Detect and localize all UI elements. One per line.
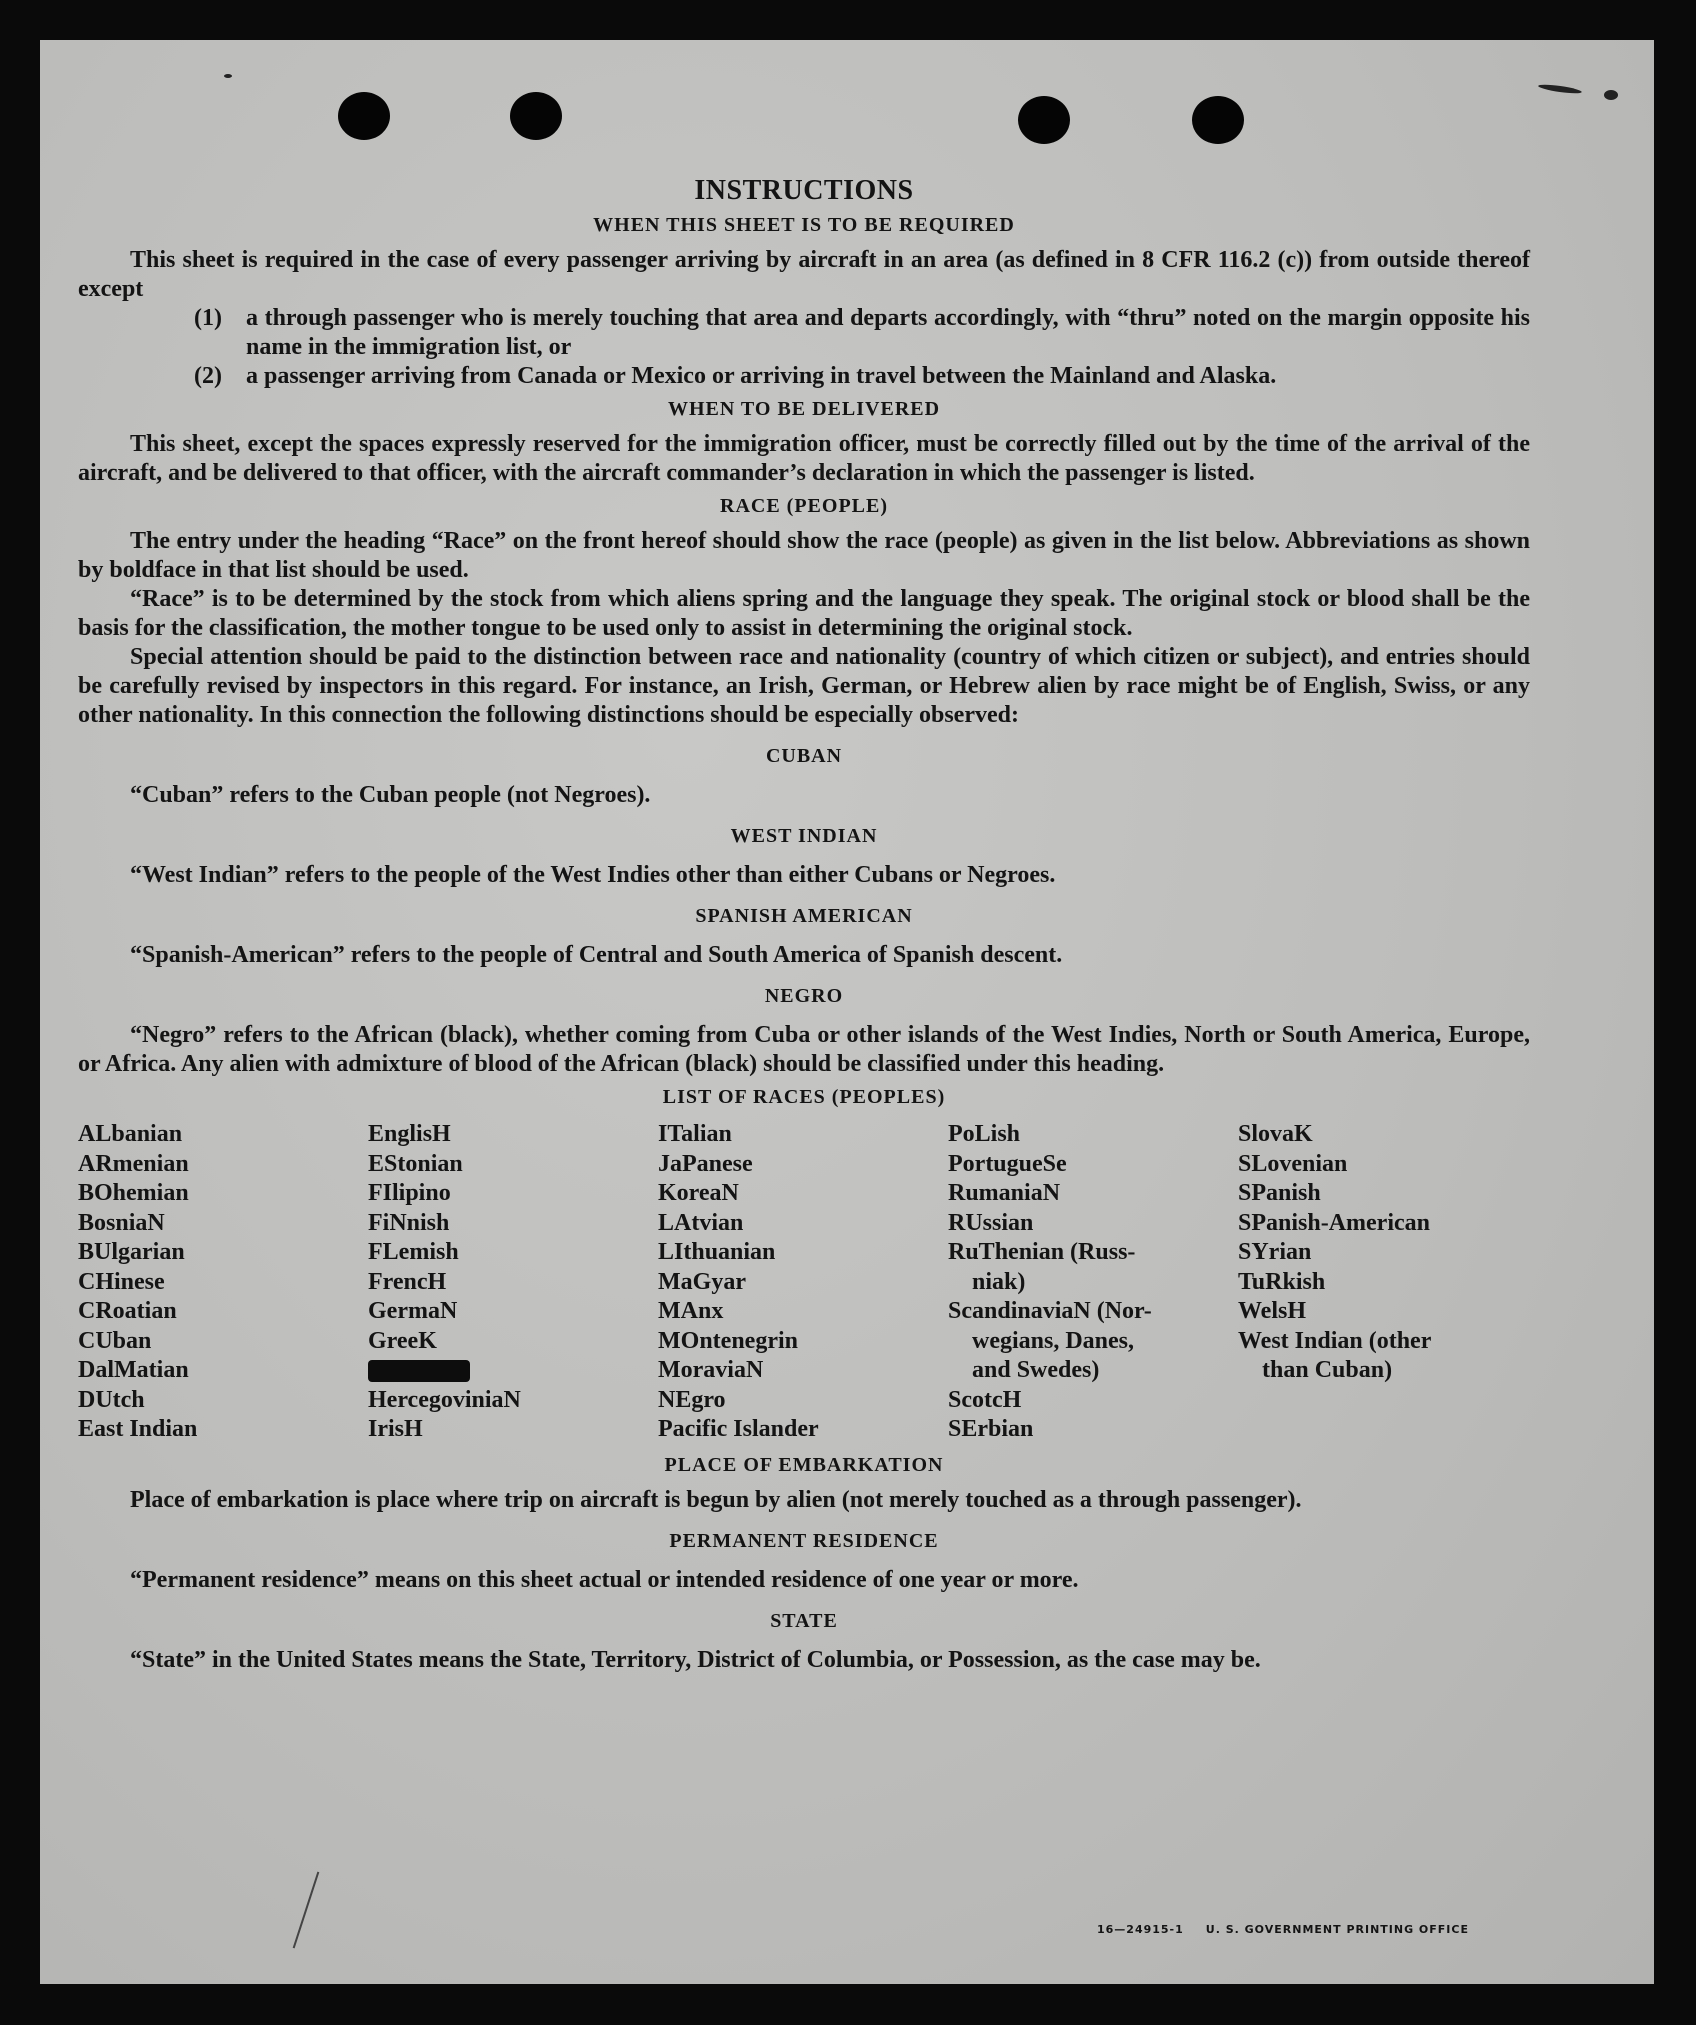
race-item: KoreaN bbox=[658, 1180, 739, 1206]
race-item-line: West Indian (other bbox=[1238, 1327, 1432, 1354]
race-item-west-indian bbox=[1238, 1327, 1528, 1386]
race-item: EStonian bbox=[368, 1150, 463, 1177]
instructions-body bbox=[78, 176, 1530, 1675]
race-item-line: RuThenian (Russ- bbox=[948, 1239, 1136, 1265]
race-item-line: and Swedes) bbox=[972, 1357, 1100, 1383]
heading-race: RACE (PEOPLE) bbox=[720, 495, 888, 517]
residence-text: “Permanent residence” means on this sheet actual or intended residence of one year or more. bbox=[130, 1566, 1079, 1593]
race-item-line: wegians, Danes, bbox=[972, 1327, 1135, 1354]
race-item: BOhemian bbox=[78, 1180, 189, 1206]
race-item: RumaniaN bbox=[948, 1180, 1061, 1206]
heading-spanish-american: SPANISH AMERICAN bbox=[695, 905, 913, 927]
races-column-3 bbox=[658, 1120, 948, 1445]
punch-hole bbox=[510, 92, 562, 140]
race-item: CUban bbox=[78, 1327, 152, 1354]
race-item: East Indian bbox=[78, 1416, 198, 1442]
race-item: FrencH bbox=[368, 1268, 447, 1295]
race-item: ITalian bbox=[658, 1121, 732, 1147]
race-item: Pacific Islander bbox=[658, 1416, 819, 1442]
heading-required: WHEN THIS SHEET IS TO BE REQUIRED bbox=[593, 214, 1015, 236]
exception-text: a through passenger who is merely touching that area and departs accordingly, with “thru” noted on the margin opposite his name in the immigration list, or bbox=[246, 305, 1530, 360]
page-title: INSTRUCTIONS bbox=[694, 175, 914, 206]
document-sheet bbox=[40, 40, 1654, 1984]
form-number: 16—24915-1 bbox=[1096, 1923, 1184, 1936]
race-item-ruthenian bbox=[948, 1238, 1238, 1297]
race-item: EnglisH bbox=[368, 1121, 451, 1147]
race-item: DalMatian bbox=[78, 1357, 189, 1383]
races-column-2 bbox=[368, 1120, 658, 1445]
race-item: SPanish-American bbox=[1238, 1209, 1430, 1236]
races-column-5 bbox=[1238, 1120, 1528, 1445]
race-item: ScotcH bbox=[948, 1386, 1022, 1413]
race-item: BosniaN bbox=[78, 1209, 165, 1236]
required-intro: This sheet is required in the case of every passenger arriving by aircraft in an area (as defined in 8 CFR 116.2 (c)) from outside thereof except bbox=[78, 247, 1530, 302]
spanish-american-text: “Spanish-American” refers to the people of Central and South America of Spanish descent. bbox=[130, 942, 1063, 968]
pen-mark bbox=[293, 1872, 320, 1949]
punch-hole bbox=[338, 92, 390, 140]
race-item: MAnx bbox=[658, 1298, 724, 1324]
race-item: JaPanese bbox=[658, 1150, 753, 1177]
race-item: WelsH bbox=[1238, 1298, 1307, 1324]
race-item: CHinese bbox=[78, 1268, 165, 1295]
race-item: SYrian bbox=[1238, 1239, 1312, 1265]
race-item-redacted bbox=[368, 1356, 658, 1386]
state-text: “State” in the United States means the State, Territory, District of Columbia, or Possession, as the case may be. bbox=[130, 1646, 1261, 1673]
race-item: TuRkish bbox=[1238, 1268, 1326, 1295]
race-item-line: niak) bbox=[972, 1268, 1026, 1295]
heading-embarkation: PLACE OF EMBARKATION bbox=[664, 1453, 944, 1476]
heading-state: STATE bbox=[770, 1609, 838, 1632]
punch-hole bbox=[1018, 96, 1070, 144]
race-item: DUtch bbox=[78, 1386, 145, 1413]
heading-cuban: CUBAN bbox=[765, 745, 843, 767]
races-column-1 bbox=[78, 1120, 368, 1445]
redaction-mark bbox=[368, 1360, 470, 1382]
delivered-text: This sheet, except the spaces expressly reserved for the immigration officer, must be correctly filled out by the time of the arrival of the aircraft, and be delivered to that officer, with the aircraft commander’s declaration in which the passenger is listed. bbox=[78, 431, 1530, 486]
heading-negro: NEGRO bbox=[764, 985, 844, 1007]
heading-residence: PERMANENT RESIDENCE bbox=[669, 1529, 939, 1552]
race-item: LAtvian bbox=[658, 1209, 744, 1236]
race-item: MoraviaN bbox=[658, 1357, 764, 1383]
exception-item bbox=[194, 304, 1530, 362]
races-list bbox=[78, 1120, 1530, 1445]
race-paragraph-1: The entry under the heading “Race” on the front hereof should show the race (people) as given in the list below. Abbreviations as shown by boldface in that list should be used. bbox=[78, 528, 1530, 583]
scan-speck bbox=[1538, 83, 1582, 95]
race-item: FLemish bbox=[368, 1239, 459, 1265]
race-item-scandinavian bbox=[948, 1297, 1238, 1386]
races-column-4 bbox=[948, 1120, 1238, 1445]
race-item: BUlgarian bbox=[78, 1239, 185, 1265]
race-item-line: than Cuban) bbox=[1262, 1357, 1393, 1383]
race-item-line: ScandinaviaN (Nor- bbox=[948, 1298, 1152, 1324]
race-item: MaGyar bbox=[658, 1268, 746, 1295]
west-indian-text: “West Indian” refers to the people of the West Indies other than either Cubans or Negroes. bbox=[130, 862, 1056, 888]
race-item: ALbanian bbox=[78, 1121, 183, 1147]
exception-item bbox=[194, 362, 1530, 391]
heading-west-indian: WEST INDIAN bbox=[730, 825, 878, 847]
negro-text: “Negro” refers to the African (black), whether coming from Cuba or other islands of the West Indies, North or South America, Europe, or Africa. Any alien with admixture of blood of the African (black) should be classified under this heading. bbox=[78, 1022, 1530, 1077]
race-item: SLovenian bbox=[1238, 1150, 1348, 1177]
printer-name: U. S. GOVERNMENT PRINTING OFFICE bbox=[1205, 1923, 1469, 1936]
embarkation-text: Place of embarkation is place where trip on aircraft is begun by alien (not merely touched as a through passenger). bbox=[130, 1486, 1302, 1513]
race-item: HercegoviniaN bbox=[368, 1386, 521, 1413]
heading-races-list: LIST OF RACES (PEOPLES) bbox=[662, 1086, 946, 1108]
race-item: RUssian bbox=[948, 1209, 1034, 1236]
race-item: NEgro bbox=[658, 1386, 726, 1413]
race-item: IrisH bbox=[368, 1416, 423, 1442]
race-item: GermaN bbox=[368, 1298, 458, 1324]
race-item: SPanish bbox=[1238, 1180, 1321, 1206]
cuban-text: “Cuban” refers to the Cuban people (not Negroes). bbox=[130, 782, 651, 808]
race-item: GreeK bbox=[368, 1327, 437, 1354]
scan-speck bbox=[1604, 90, 1618, 100]
exception-text: a passenger arriving from Canada or Mexico or arriving in travel between the Mainland and Alaska. bbox=[246, 363, 1277, 389]
race-item: PortugueSe bbox=[948, 1150, 1067, 1177]
printer-footnote bbox=[1097, 1923, 1469, 1936]
race-item: FiNnish bbox=[368, 1209, 450, 1236]
punch-hole bbox=[1192, 96, 1244, 144]
race-item: SlovaK bbox=[1238, 1121, 1313, 1147]
heading-delivered: WHEN TO BE DELIVERED bbox=[667, 398, 941, 420]
race-item: PoLish bbox=[948, 1121, 1021, 1147]
race-item: CRoatian bbox=[78, 1298, 177, 1324]
race-paragraph-2: “Race” is to be determined by the stock from which aliens spring and the language they speak. The original stock or blood shall be the basis for the classification, the mother tongue to be used only to assist in determining the original stock. bbox=[78, 586, 1530, 641]
race-item: FIlipino bbox=[368, 1180, 451, 1206]
race-item: MOntenegrin bbox=[658, 1327, 798, 1354]
scan-speck bbox=[224, 74, 232, 78]
race-paragraph-3: Special attention should be paid to the distinction between race and nationality (country of which citizen or subject), and entries should be carefully revised by inspectors in this regard. For instance, an Irish, German, or Hebrew alien by race might be of English, Swiss, or any other nationality. In this connection the following distinctions should be especially observed: bbox=[78, 644, 1530, 728]
race-item: SErbian bbox=[948, 1416, 1034, 1442]
exception-number: (2) bbox=[194, 363, 222, 389]
race-item: ARmenian bbox=[78, 1150, 189, 1177]
race-item: LIthuanian bbox=[658, 1239, 776, 1265]
exception-number: (1) bbox=[194, 305, 222, 331]
